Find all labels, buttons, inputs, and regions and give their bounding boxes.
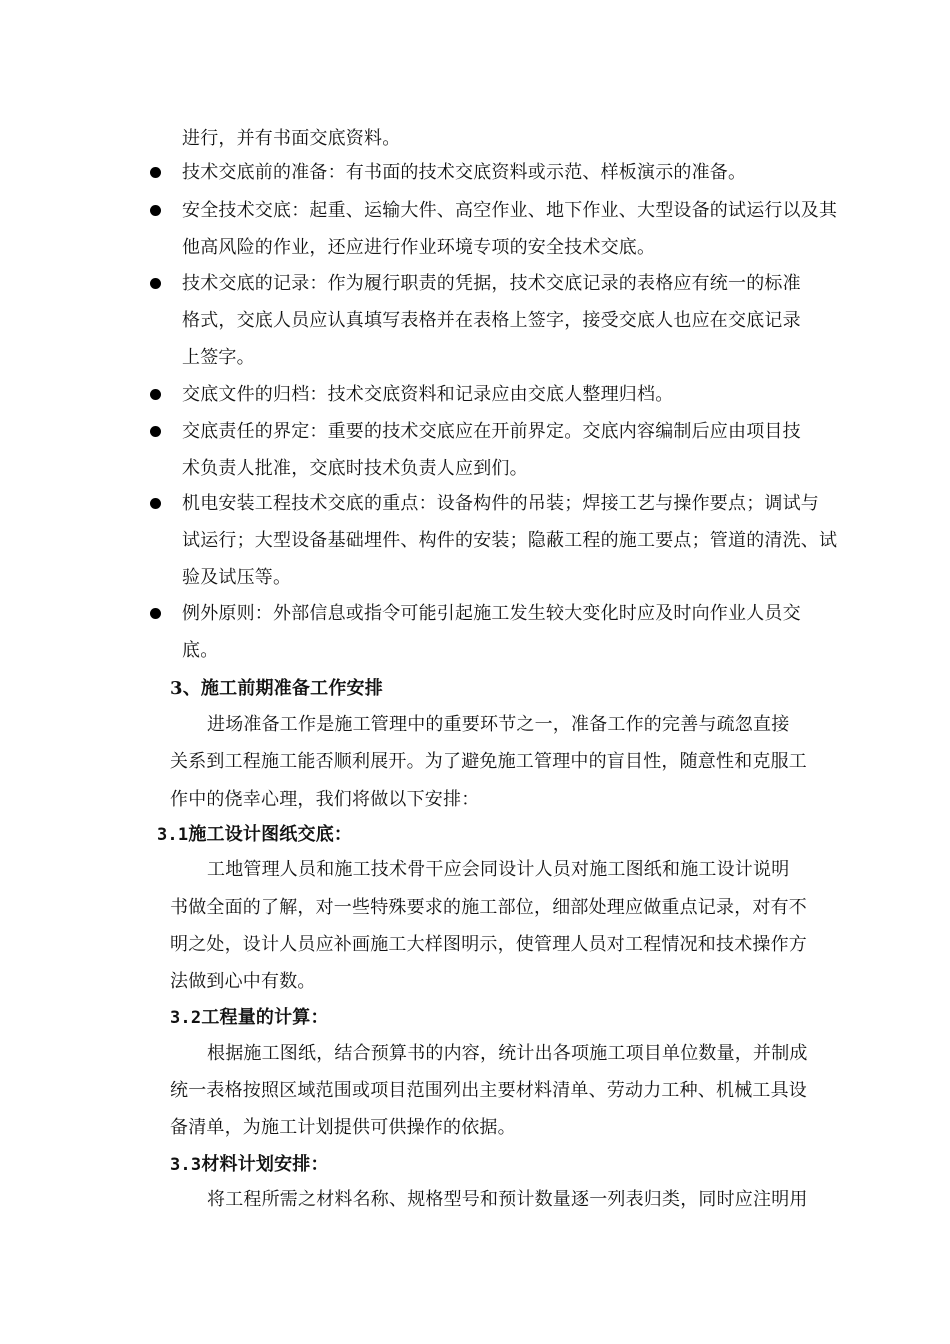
subsection-heading	[157, 823, 352, 847]
subsection-title: 施工设计图纸交底：	[188, 824, 353, 845]
subsection-heading	[170, 1153, 329, 1177]
paragraph-line: 工地管理人员和施工技术骨干应会同设计人员对施工图纸和施工设计说明	[207, 859, 790, 880]
paragraph-line: 作中的侥幸心理，我们将做以下安排：	[170, 789, 480, 810]
subsection-heading	[170, 1006, 329, 1030]
paragraph-line: 将工程所需之材料名称、规格型号和预计数量逐一列表归类，同时应注明用	[207, 1189, 808, 1210]
bullet-text: 安全技术交底：起重、运输大件、高空作业、地下作业、大型设备的试运行以及其	[182, 200, 838, 221]
subsection-number: 3.3	[170, 1155, 202, 1175]
continuation-text: 进行，并有书面交底资料。	[182, 128, 401, 149]
paragraph-line: 关系到工程施工能否顺利展开。为了避免施工管理中的盲目性，随意性和克服工	[170, 751, 807, 772]
bullet-text: 例外原则：外部信息或指令可能引起施工发生较大变化时应及时向作业人员交	[182, 603, 801, 624]
bullet-text: 验及试压等。	[182, 567, 292, 588]
bullet-dot	[150, 167, 161, 178]
bullet-text: 底。	[182, 640, 219, 661]
bullet-text: 格式，交底人员应认真填写表格并在表格上签字，接受交底人也应在交底记录	[182, 310, 801, 331]
bullet-dot	[150, 498, 161, 509]
bullet-text: 技术交底的记录：作为履行职责的凭据，技术交底记录的表格应有统一的标准	[182, 273, 801, 294]
subsection-number: 3.1	[157, 825, 189, 845]
subsection-number: 3.2	[170, 1008, 202, 1028]
bullet-text: 他高风险的作业，还应进行作业环境专项的安全技术交底。	[182, 237, 656, 258]
bullet-dot	[150, 608, 161, 619]
bullet-dot	[150, 278, 161, 289]
paragraph-line: 备清单，为施工计划提供可供操作的依据。	[170, 1117, 516, 1138]
paragraph-line: 明之处，设计人员应补画施工大样图明示，使管理人员对工程情况和技术操作方	[170, 934, 807, 955]
paragraph-line: 根据施工图纸，结合预算书的内容，统计出各项施工项目单位数量，并制成	[207, 1043, 808, 1064]
bullet-text: 机电安装工程技术交底的重点：设备构件的吊装；焊接工艺与操作要点；调试与	[182, 493, 819, 514]
bullet-dot	[150, 205, 161, 216]
paragraph-line: 书做全面的了解，对一些特殊要求的施工部位，细部处理应做重点记录，对有不	[170, 897, 807, 918]
paragraph-line: 统一表格按照区域范围或项目范围列出主要材料清单、劳动力工种、机械工具设	[170, 1080, 807, 1101]
bullet-text: 术负责人批准，交底时技术负责人应到们。	[182, 458, 528, 479]
bullet-text: 试运行；大型设备基础埋件、构件的安装；隐蔽工程的施工要点；管道的清洗、试	[182, 530, 838, 551]
paragraph-line: 法做到心中有数。	[170, 971, 316, 992]
bullet-text: 交底责任的界定：重要的技术交底应在开前界定。交底内容编制后应由项目技	[182, 421, 801, 442]
bullet-text: 交底文件的归档：技术交底资料和记录应由交底人整理归档。	[182, 384, 674, 405]
bullet-dot	[150, 389, 161, 400]
bullet-dot	[150, 426, 161, 437]
bullet-text: 上签字。	[182, 347, 255, 368]
bullet-text: 技术交底前的准备：有书面的技术交底资料或示范、样板演示的准备。	[182, 162, 747, 183]
subsection-title: 工程量的计算：	[201, 1007, 329, 1028]
paragraph-line: 进场准备工作是施工管理中的重要环节之一，准备工作的完善与疏忽直接	[207, 714, 790, 735]
section-heading: 3、施工前期准备工作安排	[170, 678, 383, 699]
subsection-title: 材料计划安排：	[201, 1154, 329, 1175]
